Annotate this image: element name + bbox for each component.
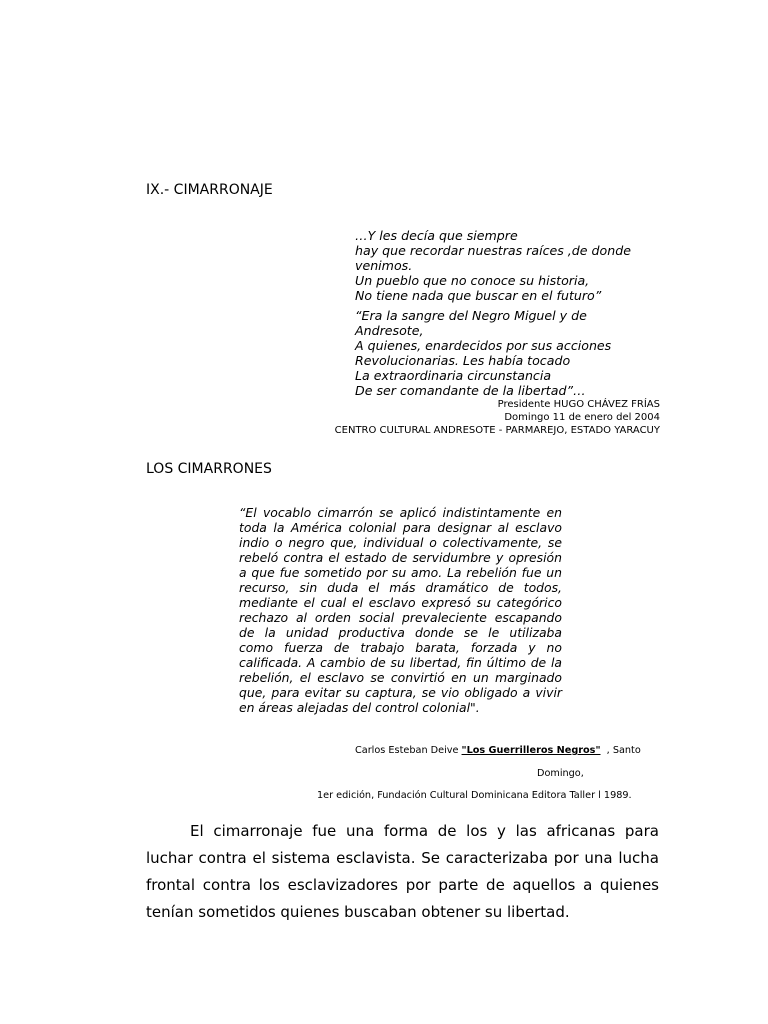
quote-line: indio o negro que, individual o colectivamente, se xyxy=(239,535,562,550)
epigraph-line: De ser comandante de la libertad”… xyxy=(355,383,586,398)
citation-book-title: "Los Guerrilleros Negros" xyxy=(461,745,601,756)
epigraph-line: Andresote, xyxy=(355,323,424,338)
epigraph-line: No tiene nada que buscar en el futuro” xyxy=(355,288,602,303)
body-paragraph xyxy=(146,818,659,926)
epigraph-line: hay que recordar nuestras raíces ,de donde xyxy=(355,243,631,258)
attribution-line: Presidente HUGO CHÁVEZ FRÍAS xyxy=(497,399,660,410)
citation-place: , Santo xyxy=(600,745,641,756)
quote-line: que, para evitar su captura, se vio obligado a vivir xyxy=(239,685,562,700)
quote-line: calificada. A cambio de su libertad, fin último de la xyxy=(239,655,562,670)
quote-line: rechazo al orden social prevaleciente escapando xyxy=(239,610,562,625)
quote-line: “El vocablo cimarrón se aplicó indistintamente en xyxy=(239,505,562,520)
epigraph-line: venimos. xyxy=(355,258,413,273)
epigraph-line: A quienes, enardecidos por sus acciones xyxy=(355,338,612,353)
quote-line: recurso, sin duda el más dramático de todos, xyxy=(239,580,562,595)
epigraph-line: Un pueblo que no conoce su historia, xyxy=(355,273,590,288)
citation-edition: 1er edición, Fundación Cultural Dominicana Editora Taller l 1989. xyxy=(317,790,632,801)
citation-author: Carlos Esteban Deive xyxy=(355,745,462,756)
paragraph-line: luchar contra el sistema esclavista. Se caracterizaba por una lucha xyxy=(146,849,659,867)
attribution-line: Domingo 11 de enero del 2004 xyxy=(504,412,660,423)
epigraph-line: La extraordinaria circunstancia xyxy=(355,368,552,383)
epigraph-stanza-1 xyxy=(355,228,631,303)
quote-line: toda la América colonial para designar al esclavo xyxy=(239,520,562,535)
attribution-line: CENTRO CULTURAL ANDRESOTE - PARMAREJO, ESTADO YARACUY xyxy=(334,425,660,436)
subheading: LOS CIMARRONES xyxy=(146,461,272,477)
citation-author-line xyxy=(355,745,641,756)
block-quote xyxy=(239,505,562,715)
quote-line: a que fue sometido por su amo. La rebelión fue un xyxy=(239,565,562,580)
epigraph-line: …Y les decía que siempre xyxy=(355,228,518,243)
epigraph-line: “Era la sangre del Negro Miguel y de xyxy=(355,308,587,323)
paragraph-line: frontal contra los esclavizadores por parte de aquellos a quienes xyxy=(146,876,659,894)
paragraph-line: tenían sometidos quienes buscaban obtener su libertad. xyxy=(146,903,570,921)
epigraph-stanza-2 xyxy=(355,308,611,398)
citation-place-line: Domingo, xyxy=(537,768,584,779)
quote-line: en áreas alejadas del control colonial". xyxy=(239,700,480,715)
section-heading: IX.- CIMARRONAJE xyxy=(146,182,273,198)
epigraph-line: Revolucionarias. Les había tocado xyxy=(355,353,571,368)
quote-line: mediante el cual el esclavo expresó su categórico xyxy=(239,595,562,610)
quote-line: como fuerza de trabajo barata, forzada y no xyxy=(239,640,562,655)
paragraph-line: El cimarronaje fue una forma de los y las africanas para xyxy=(190,822,659,840)
quote-line: de la unidad productiva donde se le utilizaba xyxy=(239,625,562,640)
epigraph-attribution xyxy=(335,398,660,437)
quote-line: rebeló contra el estado de servidumbre y opresión xyxy=(239,550,562,565)
quote-line: rebelión, el esclavo se convirtió en un marginado xyxy=(239,670,562,685)
